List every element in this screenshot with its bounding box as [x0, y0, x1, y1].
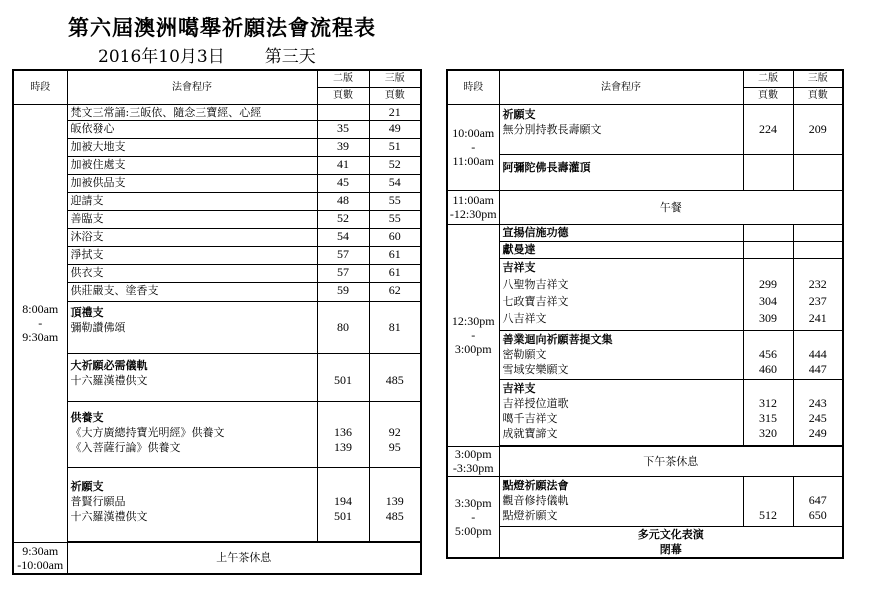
header-program: 法會程序: [499, 70, 743, 104]
header-program: 法會程序: [67, 70, 317, 104]
date-text: 2016年10月3日: [98, 47, 225, 67]
table-row: 10:00am - 11:00am 祈願支 無分別持教長壽願文 224 209: [447, 104, 843, 154]
table-row: 善業迴向祈願菩提文集 密勒願文 雪域安樂願文 456 460 444 447: [447, 330, 843, 379]
lunch-time: 11:00am -12:30pm: [447, 190, 499, 224]
table-row: 大祈願必需儀軌 十六羅漢禮供文 501 485: [13, 353, 421, 401]
header-edition-3: 三版: [369, 70, 421, 87]
header-time: 時段: [13, 70, 67, 104]
table-row: [13, 542, 421, 574]
header-time: 時段: [447, 70, 499, 104]
table-row: 阿彌陀佛長壽灌頂: [447, 154, 843, 190]
table-row: 供衣支 57 61: [13, 264, 421, 282]
time-slot: 12:30pm - 3:00pm: [447, 224, 499, 446]
header-page-3: 頁數: [369, 87, 421, 104]
table-row: 供養支 《大方廣總持寶光明經》供養文 《入菩薩行論》供養文 136 139 92 95: [13, 401, 421, 467]
table-row: 皈依發心 35 49: [13, 120, 421, 138]
table-row: 善臨支 52 55: [13, 210, 421, 228]
table-row: 吉祥支 吉祥授位道歌 噶千吉祥文 成就寶諦文 312 315 320 243 245 249: [447, 379, 843, 445]
table-row: 頂禮支 彌勒讚佛頌 80 81: [13, 301, 421, 353]
lunch-label: 午餐: [499, 190, 843, 224]
culture-closing: 多元文化表演 閉幕: [499, 526, 843, 558]
page-title: 第六屆澳洲噶舉祈願法會流程表: [68, 15, 376, 40]
table-row: [447, 446, 843, 476]
table-row: 8:00am - 9:30am 梵文三常誦:三皈依、隨念三寶經、心經 21: [13, 104, 421, 120]
schedule-table-right: [446, 69, 844, 559]
table-row: [447, 526, 843, 558]
table-row: 3:30pm - 5:00pm 點燈祈願法會 觀音修持儀軌 點燈祈願文 512 647 650: [447, 476, 843, 526]
header-page-2: 頁數: [743, 87, 793, 104]
table-row: 加被住處支 41 52: [13, 156, 421, 174]
table-row: 供莊嚴支、塗香支 59 62: [13, 282, 421, 301]
header-edition-2: 二版: [317, 70, 369, 87]
table-row: 淨拭支 57 61: [13, 246, 421, 264]
header-page-3: 頁數: [793, 87, 843, 104]
table-row: 沐浴支 54 60: [13, 228, 421, 246]
time-slot: 8:00am - 9:30am: [13, 104, 67, 542]
schedule-date: [98, 42, 316, 67]
header-page-2: 頁數: [317, 87, 369, 104]
table-row: 加被大地支 39 51: [13, 138, 421, 156]
table-row: 祈願支 普賢行願品 十六羅漢禮供文 194 501 139 485: [13, 467, 421, 541]
table-row: [447, 190, 843, 224]
time-slot: 10:00am - 11:00am: [447, 104, 499, 190]
table-row: 加被供品支 45 54: [13, 174, 421, 192]
tea-time: 3:00pm -3:30pm: [447, 446, 499, 476]
day-label: 第三天: [264, 47, 316, 67]
tea-label: 下午茶休息: [499, 446, 843, 476]
table-row: 獻曼達: [447, 241, 843, 258]
break-label: 上午茶休息: [67, 542, 421, 574]
schedule-table-left: [12, 69, 422, 575]
header-edition-2: 二版: [743, 70, 793, 87]
break-time: 9:30am -10:00am: [13, 542, 67, 574]
header-edition-3: 三版: [793, 70, 843, 87]
time-slot: 3:30pm - 5:00pm: [447, 476, 499, 558]
table-row: 吉祥支 八聖物吉祥文 七政寶吉祥文 八吉祥文 299 304 309 232 237 241: [447, 258, 843, 330]
table-row: 12:30pm - 3:00pm 宣揚信施功德: [447, 224, 843, 241]
table-row: 迎請支 48 55: [13, 192, 421, 210]
